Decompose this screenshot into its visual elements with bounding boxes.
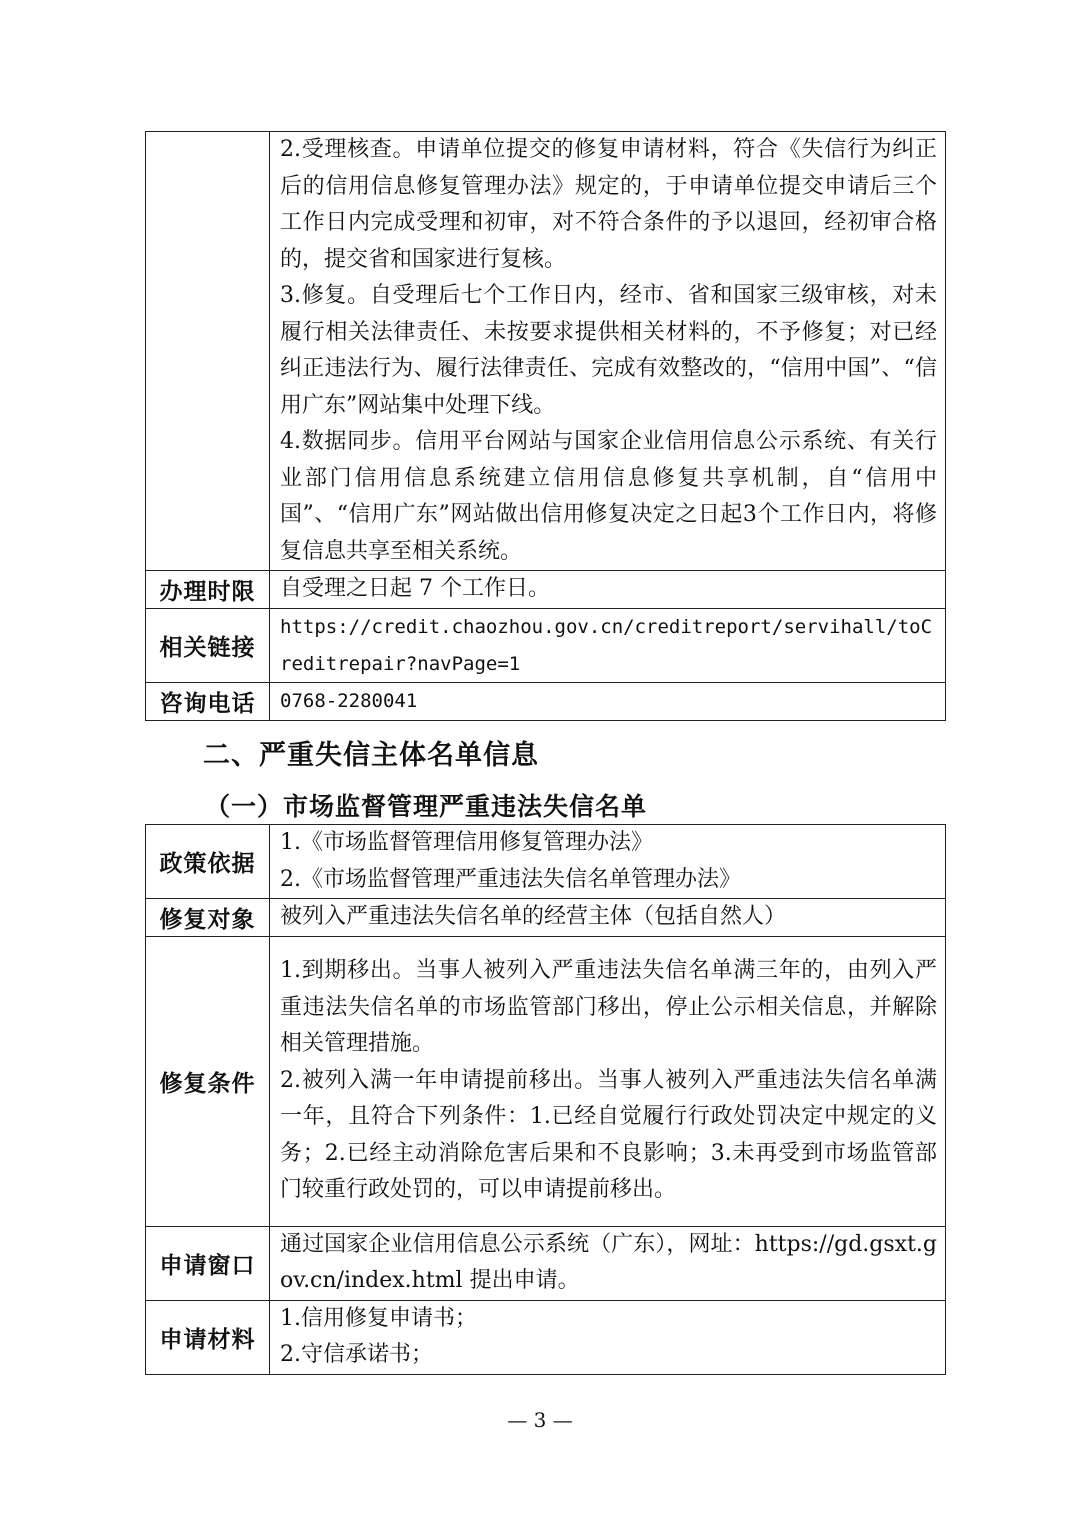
condition-paragraph: 1.到期移出。当事人被列入严重违法失信名单满三年的，由列入严重违法失信名单的市场监管部门移出，停止公示相关信息，并解除相关管理措施。 bbox=[280, 958, 937, 1057]
table-row bbox=[146, 132, 946, 571]
subsection-heading: （一）市场监督管理严重违法失信名单 bbox=[205, 792, 648, 821]
row-label-processing-time: 办理时限 bbox=[146, 571, 270, 609]
row-label bbox=[146, 132, 270, 571]
table-row bbox=[146, 936, 946, 1226]
row-label-application-materials: 申请材料 bbox=[146, 1300, 270, 1374]
row-label-repair-conditions: 修复条件 bbox=[146, 936, 270, 1226]
table-credit-repair bbox=[145, 824, 946, 1375]
related-link[interactable]: https://credit.chaozhou.gov.cn/creditreport/servihall/toCreditrepair?navPage=1 bbox=[280, 616, 933, 675]
phone-cell bbox=[270, 683, 946, 721]
step-paragraph: 4.数据同步。信用平台网站与国家企业信用信息公示系统、有关行业部门信用信息系统建立信用信息修复共享机制，自“信用中国”、“信用广东”网站做出信用修复决定之日起3个工作日内，将修复信息共享至相关系统。 bbox=[280, 429, 937, 564]
row-label-related-link: 相关链接 bbox=[146, 609, 270, 683]
list-item: 1.信用修复申请书； bbox=[280, 1305, 477, 1331]
row-label-policy-basis: 政策依据 bbox=[146, 825, 270, 899]
repair-target-value: 被列入严重违法失信名单的经营主体（包括自然人） bbox=[270, 899, 946, 937]
table-row bbox=[146, 1226, 946, 1300]
table-row bbox=[146, 1300, 946, 1374]
processing-time-value: 自受理之日起 7 个工作日。 bbox=[270, 571, 946, 609]
list-item: 1.《市场监督管理信用修复管理办法》 bbox=[280, 830, 653, 855]
list-item: 2.《市场监督管理严重违法失信名单管理办法》 bbox=[280, 866, 741, 892]
table-row bbox=[146, 825, 946, 899]
step-paragraph: 3.修复。自受理后七个工作日内，经市、省和国家三级审核，对未履行相关法律责任、未按要求提供相关材料的，不予修复；对已经纠正违法行为、履行法律责任、完成有效整改的，“信用中国”、“信用广东”网站集中处理下线。 bbox=[280, 283, 937, 418]
row-label-application-window: 申请窗口 bbox=[146, 1226, 270, 1300]
page-number: — 3 — bbox=[507, 1408, 573, 1432]
row-label-repair-target: 修复对象 bbox=[146, 899, 270, 937]
repair-conditions-cell bbox=[270, 936, 946, 1226]
phone-number: 0768-2280041 bbox=[280, 690, 418, 712]
related-link-cell bbox=[270, 609, 946, 683]
policy-basis-cell bbox=[270, 825, 946, 899]
table-row bbox=[146, 609, 946, 683]
section-heading: 二、严重失信主体名单信息 bbox=[203, 740, 539, 771]
table-process-steps bbox=[145, 131, 946, 721]
list-item: 2.守信承诺书； bbox=[280, 1342, 433, 1367]
row-content bbox=[270, 132, 946, 571]
condition-paragraph: 2.被列入满一年申请提前移出。当事人被列入严重违法失信名单满一年，且符合下列条件：1.已经自觉履行行政处罚决定中规定的义务；2.已经主动消除危害后果和不良影响；3.未再受到市场监管部门较重行政处罚的，可以申请提前移出。 bbox=[280, 1067, 937, 1203]
table-row bbox=[146, 683, 946, 721]
step-paragraph: 2.受理核查。申请单位提交的修复申请材料，符合《失信行为纠正后的信用信息修复管理办法》规定的，于申请单位提交申请后三个工作日内完成受理和初审，对不符合条件的予以退回，经初审合格的，提交省和国家进行复核。 bbox=[280, 137, 937, 272]
table-row bbox=[146, 571, 946, 609]
row-label-phone: 咨询电话 bbox=[146, 683, 270, 721]
application-materials-cell bbox=[270, 1300, 946, 1374]
table-row bbox=[146, 899, 946, 937]
application-window-value: 通过国家企业信用信息公示系统（广东），网址：https://gd.gsxt.gov.cn/index.html 提出申请。 bbox=[270, 1226, 946, 1300]
